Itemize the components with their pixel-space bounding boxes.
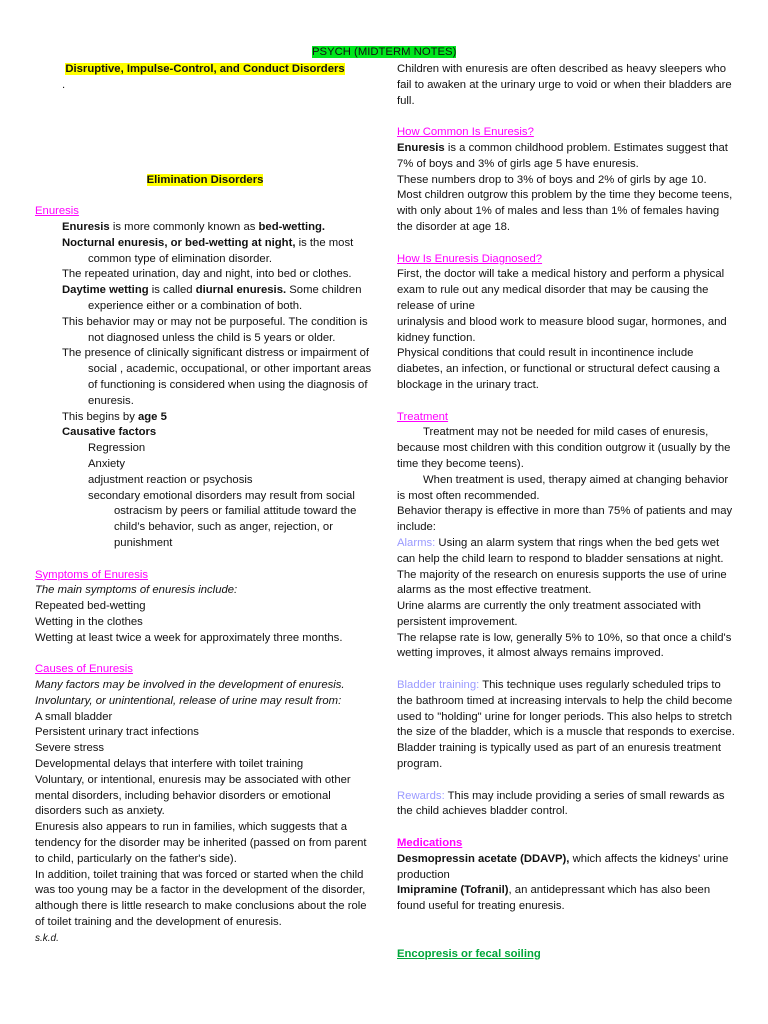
alarms-label: Alarms: xyxy=(397,536,436,549)
cause-item: Severe stress xyxy=(35,742,105,755)
bladder-training-paragraph xyxy=(397,678,737,773)
alarms-text: Using an alarm system that rings when the bed gets wet can help the child learn to respond to bladder sensations at night. xyxy=(397,536,724,565)
cause-item: Persistent urinary tract infections xyxy=(35,726,199,739)
enuresis-l1-text: is more commonly known as xyxy=(109,220,259,233)
diagnosed-p3: Physical conditions that could result in incontinence include diabetes, an infection, or functional or structural defect causing a blockage in the urinary tract. xyxy=(397,347,720,391)
treatment-p3: Behavior therapy is effective in more than 75% of patients and may include: xyxy=(397,505,733,534)
treatment-p4: The majority of the research on enuresis supports the use of urine alarms as the most effective treatment. xyxy=(397,568,727,597)
treatment-p6: The relapse rate is low, generally 5% to 10%, so that once a child's wetting improves, it almost always remains improved. xyxy=(397,631,732,660)
diurnal-term: diurnal enuresis. xyxy=(195,284,287,297)
factor-item: Anxiety xyxy=(88,457,126,470)
enuresis-line-6: The presence of clinically significant distress or impairment of social , academic, occupational, or other important areas of functioning is considered when using the diagnosis of enuresis. xyxy=(62,347,372,407)
section-heading xyxy=(35,62,375,78)
causes-paragraph: Enuresis also appears to run in families, which suggests that a tendency for the disorder may be inherited (passed on from parent to child, particularly on the father's side). xyxy=(35,821,367,865)
rewards-text: This may include providing a series of small rewards as the child achieves bladder control. xyxy=(397,789,725,818)
symptom-item: Wetting at least twice a week for approximately three months. xyxy=(35,631,343,644)
factor-item: adjustment reaction or psychosis xyxy=(88,473,253,486)
symptoms-heading: Symptoms of Enuresis xyxy=(35,568,149,581)
enuresis-term: Enuresis xyxy=(397,141,445,154)
page-title xyxy=(312,45,456,61)
enuresis-line-3: The repeated urination, day and night, into bed or clothes. xyxy=(62,268,352,281)
page-title-text: PSYCH (MIDTERM NOTES) xyxy=(312,46,457,58)
diagnosed-heading: How Is Enuresis Diagnosed? xyxy=(397,252,543,265)
treatment-p5: Urine alarms are currently the only treatment associated with persistent improvement. xyxy=(397,600,701,628)
enuresis-line-7 xyxy=(35,410,375,426)
symptoms-intro: The main symptoms of enuresis include: xyxy=(35,584,238,597)
right-column xyxy=(397,62,737,962)
symptom-item: Wetting in the clothes xyxy=(35,615,143,628)
causes-paragraph: Voluntary, or intentional, enuresis may be associated with other mental disorders, including behavior disorders or emotional disorders such as anxiety. xyxy=(35,773,351,818)
cause-item: Developmental delays that interfere with toilet training xyxy=(35,758,304,771)
rewards-label: Rewards: xyxy=(397,789,445,802)
diagnosed-p1: First, the doctor will take a medical history and perform a physical exam to rule out any medical disorder that may be causing the release of urine xyxy=(397,268,725,312)
enuresis-l4-text: is called xyxy=(148,284,196,297)
enuresis-line-4 xyxy=(35,283,375,315)
how-common-p1 xyxy=(397,141,737,173)
section-heading-text: Disruptive, Impulse-Control, and Conduct Disorders xyxy=(65,63,345,75)
how-common-p2: These numbers drop to 3% of boys and 2% of girls by age 10. xyxy=(397,173,707,186)
enuresis-l2-text: is the most common type of elimination disorder. xyxy=(88,236,354,265)
factor-item: Regression xyxy=(88,442,146,455)
causes-paragraph: In addition, toilet training that was forced or started when the child was too young may be a factor in the development of the disorder, although there is little research to make conclusions about the role of toilet training and the development of enuresis. xyxy=(35,868,367,929)
treatment-p2: When treatment is used, therapy aimed at changing behavior is most often recommended. xyxy=(397,473,729,502)
daytime-term: Daytime wetting xyxy=(62,284,149,297)
treatment-heading: Treatment xyxy=(397,410,449,423)
symptom-item: Repeated bed-wetting xyxy=(35,600,146,613)
how-common-p1-text: is a common childhood problem. Estimates suggest that 7% of boys and 3% of girls age 5 have enuresis. xyxy=(397,141,728,170)
causes-intro-2: Involuntary, or unintentional, release of urine may result from: xyxy=(35,694,342,707)
cause-item: A small bladder xyxy=(35,710,113,723)
nocturnal-term: Nocturnal enuresis, or bed-wetting at night, xyxy=(62,236,296,249)
age-text: This begins by xyxy=(62,410,138,423)
how-common-heading: How Common Is Enuresis? xyxy=(397,126,534,139)
enuresis-l4-text2: Some children experience either or a combination of both. xyxy=(88,284,362,312)
medication-item xyxy=(397,883,737,915)
factor-item: secondary emotional disorders may result from social ostracism by peers or familial attitude toward the child’s behavior, such as anger, rejection, or punishment xyxy=(88,489,357,549)
ddavp-text: which affects the kidneys' urine production xyxy=(397,852,729,881)
imipramine-text: , an antidepressant which has also been found useful for treating enuresis. xyxy=(397,884,711,913)
enuresis-line-5: This behavior may or may not be purposeful. The condition is not diagnosed unless the child is 5 years or older. xyxy=(62,315,368,344)
medication-item xyxy=(397,852,737,884)
ddavp-term: Desmopressin acetate (DDAVP), xyxy=(397,852,570,865)
enuresis-line-2 xyxy=(35,236,375,268)
diagnosed-p2: urinalysis and blood work to measure blood sugar, hormones, and kidney function. xyxy=(397,315,727,344)
dot: . xyxy=(62,78,66,91)
enuresis-term: Enuresis xyxy=(62,220,110,233)
encopresis-heading: Encopresis or fecal soiling xyxy=(397,947,541,960)
enuresis-line-1 xyxy=(35,220,375,236)
age-value: age 5 xyxy=(137,410,167,423)
signature: s.k.d. xyxy=(35,932,59,944)
enuresis-heading: Enuresis xyxy=(35,205,79,218)
imipramine-term: Imipramine (Tofranil) xyxy=(397,884,509,897)
alarms-paragraph xyxy=(397,536,737,568)
causes-heading: Causes of Enuresis xyxy=(35,663,133,676)
right-intro: Children with enuresis are often described as heavy sleepers who fail to awaken at the urinary urge to void or when their bladders are full. xyxy=(397,63,732,107)
elimination-heading xyxy=(35,173,375,189)
bladder-training-text: This technique uses regularly scheduled trips to the bathroom timed at increasing intervals to help the child become used to "holding" urine for longer periods. This also helps to stretch the size of the bladder, which is a muscle that responds to exercise. Bladder training is typically used as part of an enuresis treatment program. xyxy=(397,679,735,771)
elimination-heading-text: Elimination Disorders xyxy=(146,173,264,186)
rewards-paragraph xyxy=(397,789,737,821)
causative-factors-heading: Causative factors xyxy=(62,426,157,439)
causes-intro-1: Many factors may be involved in the development of enuresis. xyxy=(35,679,345,692)
treatment-p1: Treatment may not be needed for mild cases of enuresis, because most children with this condition outgrow it (usually by the time they become teens). xyxy=(397,426,731,470)
how-common-p3: Most children outgrow this problem by the time they become teens, with only about 1% of males and less than 1% of females having the disorder at age 18. xyxy=(397,189,733,233)
bed-wetting-term: bed-wetting. xyxy=(258,220,326,233)
bladder-training-label: Bladder training: xyxy=(397,679,480,692)
medications-heading: Medications xyxy=(397,837,463,850)
left-column xyxy=(35,62,375,947)
